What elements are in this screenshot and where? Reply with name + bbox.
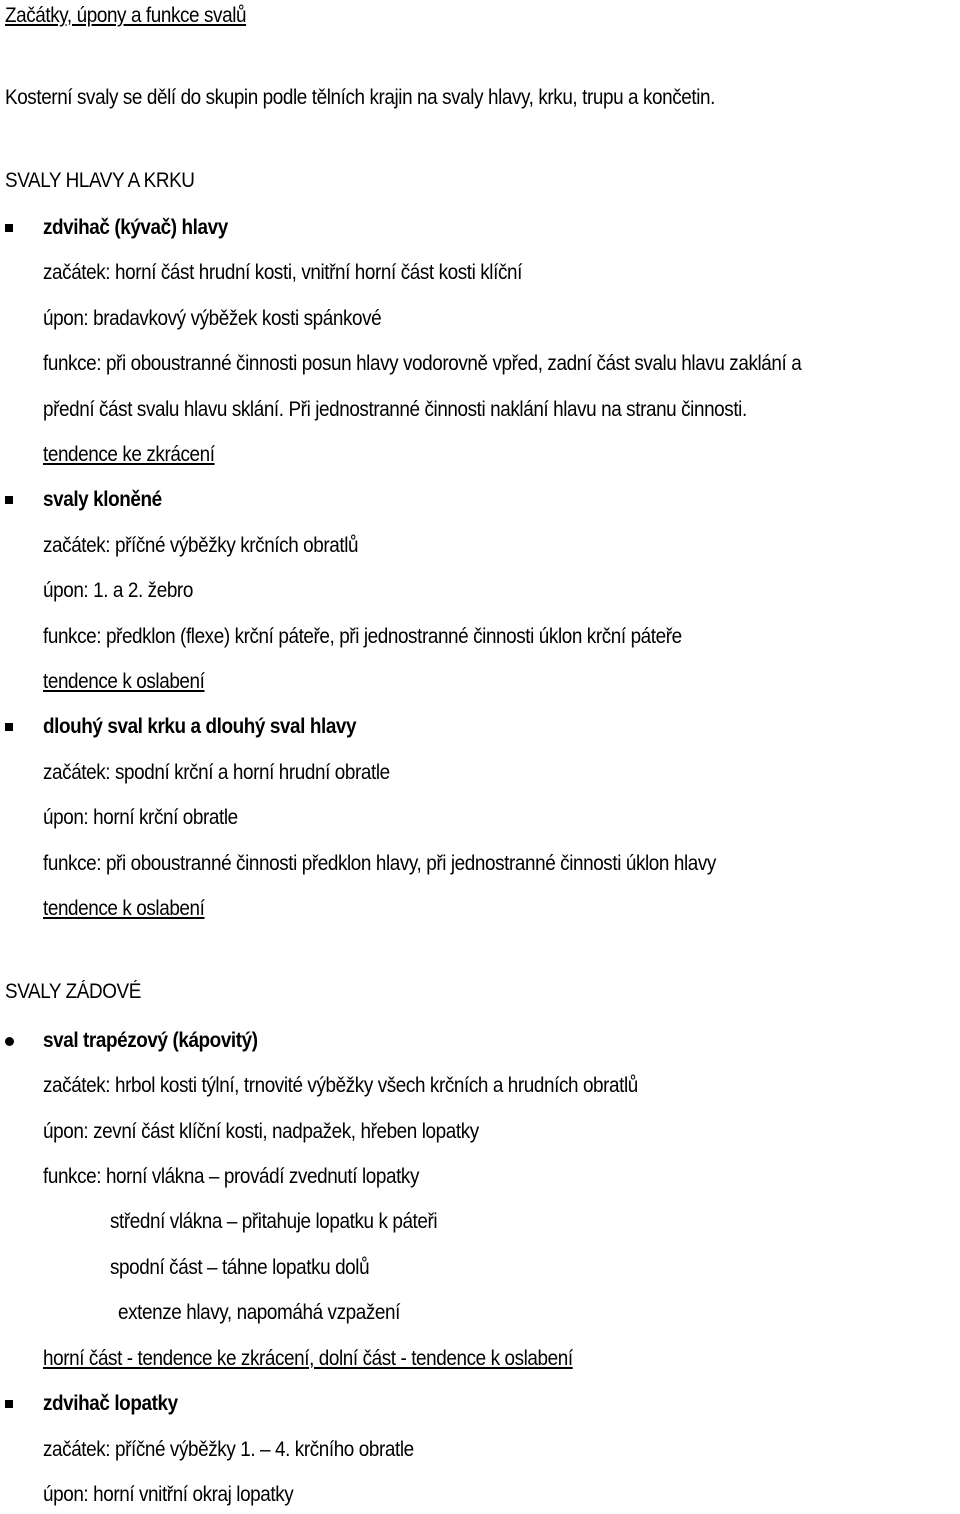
longus-tendency: tendence k oslabení — [43, 897, 205, 920]
scalenes-origin: začátek: příčné výběžky krčních obratlů — [43, 534, 359, 557]
scalenes-tendency: tendence k oslabení — [43, 670, 205, 693]
scm-insertion: úpon: bradavkový výběžek kosti spánkové — [43, 307, 382, 330]
longus-insertion: úpon: horní krční obratle — [43, 806, 238, 829]
trapezius-function-lower: spodní část – táhne lopatku dolů — [110, 1256, 370, 1279]
trapezius-insertion: úpon: zevní část klíční kosti, nadpažek, hřeben lopatky — [43, 1120, 479, 1143]
section-heading-back: SVALY ZÁDOVÉ — [5, 980, 141, 1003]
longus-origin: začátek: spodní krční a horní hrudní obratle — [43, 761, 390, 784]
muscle-name-scm: zdvihač (kývač) hlavy — [43, 216, 228, 239]
longus-function: funkce: při oboustranné činnosti předklon hlavy, při jednostranné činnosti úklon hlavy — [43, 852, 716, 875]
round-bullet-icon — [5, 1037, 14, 1046]
document-title: Začátky, úpony a funkce svalů — [5, 4, 247, 27]
intro-text: Kosterní svaly se dělí do skupin podle tělních krajin na svaly hlavy, krku, trupu a končetin. — [5, 86, 715, 109]
scalenes-insertion: úpon: 1. a 2. žebro — [43, 579, 193, 602]
scm-function-line-2: přední část svalu hlavu sklání. Při jednostranné činnosti naklání hlavu na stranu činnosti. — [43, 398, 747, 421]
scalenes-function: funkce: předklon (flexe) krční páteře, při jednostranné činnosti úklon krční páteře — [43, 625, 682, 648]
muscle-name-scalenes: svaly kloněné — [43, 488, 162, 511]
muscle-name-longus: dlouhý sval krku a dlouhý sval hlavy — [43, 715, 357, 738]
trapezius-function-middle: střední vlákna – přitahuje lopatku k páteři — [110, 1210, 438, 1233]
trapezius-function-extra: extenze hlavy, napomáhá vzpažení — [118, 1301, 400, 1324]
section-heading-head-neck: SVALY HLAVY A KRKU — [5, 169, 195, 192]
trapezius-tendency: horní část - tendence ke zkrácení, dolní část - tendence k oslabení — [43, 1347, 573, 1370]
levator-insertion: úpon: horní vnitřní okraj lopatky — [43, 1483, 294, 1506]
scm-function-line-1: funkce: při oboustranné činnosti posun hlavy vodorovně vpřed, zadní část svalu hlavu zaklání a — [43, 352, 802, 375]
square-bullet-icon — [5, 1400, 13, 1408]
square-bullet-icon — [5, 723, 13, 731]
muscle-name-levator: zdvihač lopatky — [43, 1392, 178, 1415]
scm-origin: začátek: horní část hrudní kosti, vnitřní horní část kosti klíční — [43, 261, 522, 284]
muscle-name-trapezius: sval trapézový (kápovitý) — [43, 1029, 258, 1052]
levator-origin: začátek: příčné výběžky 1. – 4. krčního obratle — [43, 1438, 414, 1461]
scm-tendency: tendence ke zkrácení — [43, 443, 215, 466]
square-bullet-icon — [5, 224, 13, 232]
trapezius-origin: začátek: hrbol kosti týlní, trnovité výběžky všech krčních a hrudních obratlů — [43, 1074, 638, 1097]
square-bullet-icon — [5, 496, 13, 504]
trapezius-function: funkce: horní vlákna – provádí zvednutí lopatky — [43, 1165, 420, 1188]
